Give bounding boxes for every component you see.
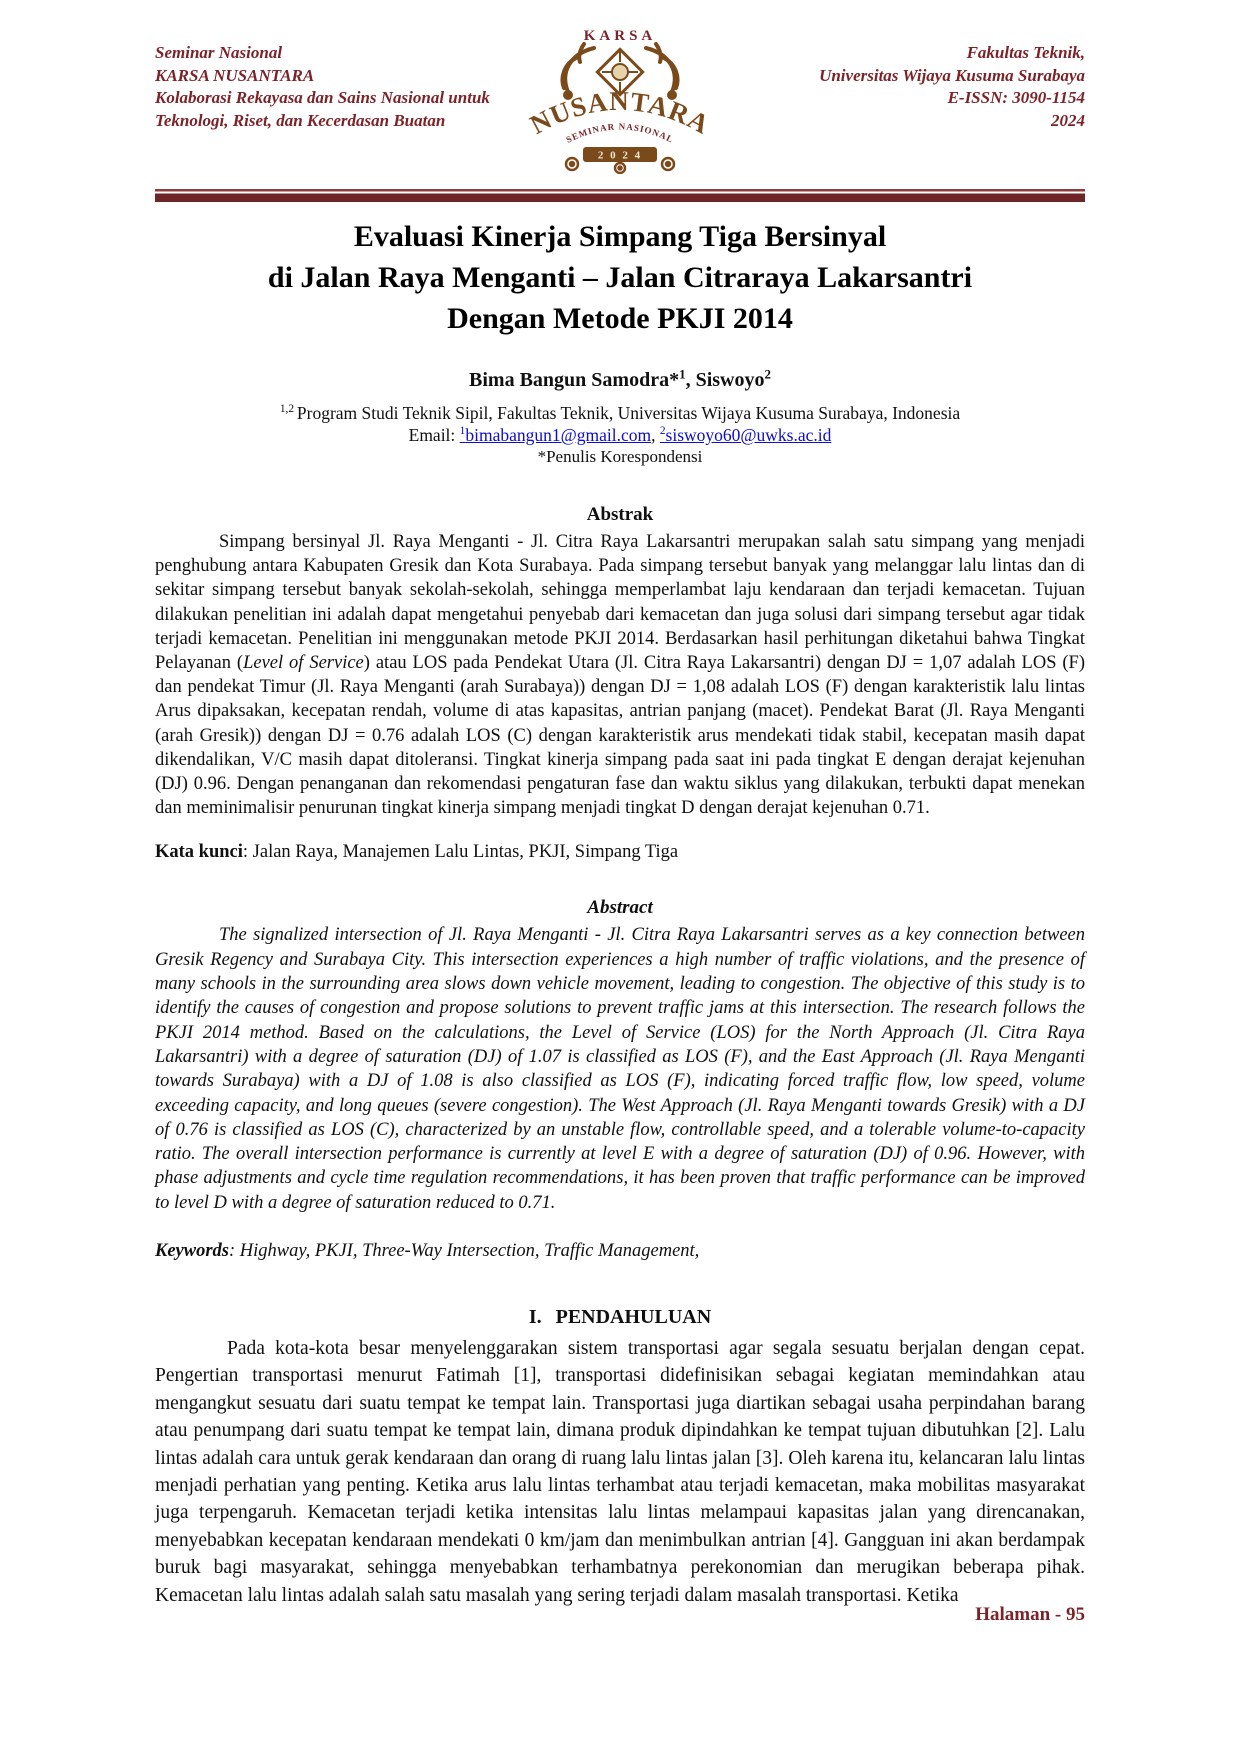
email-link-1[interactable] (460, 425, 651, 445)
keywords-line (155, 1241, 1085, 1262)
page-number: Halaman - 95 (975, 1604, 1085, 1625)
author-1: Bima Bangun Samodra* (469, 369, 680, 391)
abstrak-text-part2: ) atau LOS pada Pendekat Utara (Jl. Citra Raya Lakarsantri) dengan DJ = 1,07 adalah LOS (F) dan pendekat Timur (Jl. Raya Menganti (arah Surabaya)) dengan DJ = 1,08 adalah LOS (F) dengan karakteristik lalu lintas Arus dipaksakan, kecepatan rendah, volume di atas kapasitas, antrian panjang (macet). Pendekat Barat (Jl. Raya Menganti (arah Gresik)) dengan DJ = 0.76 adalah LOS (C) dengan karakteristik arus mendekati tidak stabil, kecepatan masih dapat dikendalikan, V/C masih dapat ditoleransi. Tingkat kinerja simpang pada saat ini pada tingkat E dengan derajat kejenuhan (DJ) 0.96. Dengan penanganan dan rekomendasi pengaturan fase dan waktu siklus yang dilakukan, terbukti dapat menekan dan meminimalisir penurunan tingkat kinerja simpang menjadi tingkat D dengan derajat kejenuhan 0.71. (155, 653, 1086, 819)
header-right-line: Universitas Wijaya Kusuma Surabaya (819, 65, 1085, 85)
abstrak-heading: Abstrak (586, 504, 654, 525)
kata-kunci-label: Kata kunci (155, 842, 243, 863)
title-line: di Jalan Raya Menganti – Jalan Citraraya Lakarsantri (267, 261, 973, 294)
header-right-block (729, 42, 1085, 132)
svg-text:NUSANTARA (525, 86, 715, 140)
logo-karsa-text: KARSA (583, 28, 657, 44)
email-link-2[interactable] (660, 425, 832, 445)
header-right-line: E-ISSN: 3090-1154 (947, 88, 1085, 107)
abstrak-italic-term: Level of Service (243, 653, 364, 674)
header-left-block (155, 42, 511, 132)
title-line: Evaluasi Kinerja Simpang Tiga Bersinyal (353, 220, 887, 253)
author-2: Siswoyo (695, 369, 765, 391)
section-1-title: PENDAHULUAN (555, 1306, 712, 1328)
header-rule (155, 189, 1085, 202)
section-1-number: I. (528, 1306, 542, 1328)
correspondence-note: *Penulis Korespondensi (537, 447, 703, 466)
logo-seminar-nasional-text: SEMINAR NASIONAL (564, 121, 676, 145)
karsa-nusantara-logo (520, 24, 720, 174)
affiliation-line (155, 402, 1085, 424)
abstrak-text-part1: Simpang bersinyal Jl. Raya Menganti - Jl. Citra Raya Lakarsantri merupakan salah satu simpang yang menjadi penghubung antara Kabupaten Gresik dan Kota Surabaya. Pada simpang tersebut banyak yang melanggar lalu lintas dan di sekitar simpang tersebut banyak sekolah-sekolah, sehingga memperlambat laju kendaraan dan terjadi kemacetan. Tujuan dilakukan penelitian ini adalah dapat mengetahui penyebab dari kemacetan dan juga solusi dari simpang tersebut agar tidak terjadi kemacetan. Penelitian ini menggunakan metode PKJI 2014. Berdasarkan hasil perhitungan diketahui bahwa Tingkat Pelayanan ( (155, 532, 1085, 674)
svg-text:SEMINAR NASIONAL (565, 121, 676, 144)
email-label: Email: (408, 425, 460, 445)
email-line (155, 424, 1085, 446)
abstract-paragraph: The signalized intersection of Jl. Raya Menganti - Jl. Citra Raya Lakarsantri serves as a key connection between Gresik Regency and Surabaya City. This intersection experiences a high number of traffic violations, and the presence of many schools in the surrounding area slows down vehicle movement, leading to congestion. The objective of this study is to identify the causes of congestion and propose solutions to prevent traffic jams at this intersection. The research follows the PKJI 2014 method. Based on the calculations, the Level of Service (LOS) for the North Approach (Jl. Citra Raya Lakarsantri) with a degree of saturation (DJ) of 1.07 is classified as LOS (F), and the East Approach (Jl. Raya Menganti towards Surabaya) with a DJ of 1.08 is also classified as LOS (F), indicating forced traffic flow, low speed, volume exceeding capacity, and long queues (severe congestion). The West Approach (Jl. Raya Menganti towards Gresik) with a DJ of 0.76 is classified as LOS (C), characterized by an unstable flow, controllable speed, and a tolerable volume-to-capacity ratio. The overall intersection performance is currently at level E with a degree of saturation (DJ) of 0.96. However, with phase adjustments and cycle time regulation recommendations, it has been proven that traffic performance can be improved to level D with a degree of saturation reduced to 0.71. (155, 925, 1085, 1213)
author-1-superscript: 1 (679, 366, 686, 382)
logo-year-text: 2 0 2 4 (597, 149, 643, 162)
page-title (155, 216, 1085, 339)
keywords-label: Keywords (155, 1241, 229, 1261)
logo-nusantara-text: NUSANTARA (525, 85, 715, 140)
page-header (155, 28, 1085, 174)
header-left-line: KARSA NUSANTARA (155, 65, 315, 85)
affiliation-text: Program Studi Teknik Sipil, Fakultas Teknik, Universitas Wijaya Kusuma Surabaya, Indonesia (296, 403, 961, 423)
author-line (155, 366, 1085, 392)
header-left-line: Seminar Nasional (155, 43, 283, 62)
header-left-line: Kolaborasi Rekayasa dan Sains Nasional untuk (155, 88, 490, 107)
email-2-address: siswoyo60@uwks.ac.id (665, 425, 832, 445)
kata-kunci-line (155, 842, 1085, 863)
email-1-superscript: 1 (459, 425, 466, 438)
logo-graphic (524, 24, 716, 174)
header-right-line: Fakultas Teknik, (966, 43, 1085, 62)
header-left-line: Teknologi, Riset, dan Kecerdasan Buatan (155, 110, 446, 130)
keywords-values: : Highway, PKJI, Three-Way Intersection, Traffic Management, (229, 1241, 700, 1261)
email-separator: , (651, 425, 660, 445)
section-1-paragraph: Pada kota-kota besar menyelenggarakan sistem transportasi agar segala sesuatu berjalan dengan cepat. Pengertian transportasi menurut Fatimah [1], transportasi didefinisikan sebagai kegiatan memindahkan atau mengangkut sesuatu dari suatu tempat ke tempat lain. Transportasi juga diartikan sebagai usaha perpindahan barang atau penumpang dari suatu tempat ke tempat lain, dimana produk dipindahkan ke tempat tujuan dibutuhkan [2]. Lalu lintas adalah cara untuk gerak kendaraan dan orang di ruang lalu lintas jalan [3]. Oleh karena itu, kelancaran lalu lintas menjadi perhatian yang penting. Ketika arus lalu lintas terhambat atau terjadi kemacetan, maka mobilitas masyarakat juga terpengaruh. Kemacetan terjadi ketika intensitas lalu lintas melampaui kapasitas jalan yang direncanakan, menyebabkan kecepatan kendaraan mendekati 0 km/jam dan menimbulkan antrian [4]. Gangguan ini akan berdampak buruk bagi masyarakat, sehingga menyebabkan terhambatnya perekonomian dan merugikan beberapa pihak. Kemacetan lalu lintas adalah salah satu masalah yang sering terjadi dalam masalah transportasi. Ketika (155, 1338, 1085, 1606)
header-right-line: 2024 (1051, 110, 1085, 130)
email-1-address: bimabangun1@gmail.com (465, 425, 652, 445)
affiliation-superscript: 1,2 (279, 403, 297, 416)
abstract-heading: Abstract (587, 897, 653, 919)
email-2-superscript: 2 (659, 425, 666, 438)
section-1-heading (155, 1306, 1085, 1329)
author-2-superscript: 2 (764, 366, 771, 382)
kata-kunci-values: : Jalan Raya, Manajemen Lalu Lintas, PKJI, Simpang Tiga (242, 842, 679, 863)
abstrak-paragraph (155, 530, 1085, 820)
title-line: Dengan Metode PKJI 2014 (447, 302, 793, 335)
author-separator: , (685, 369, 696, 391)
logo-flourish-right (646, 44, 678, 98)
